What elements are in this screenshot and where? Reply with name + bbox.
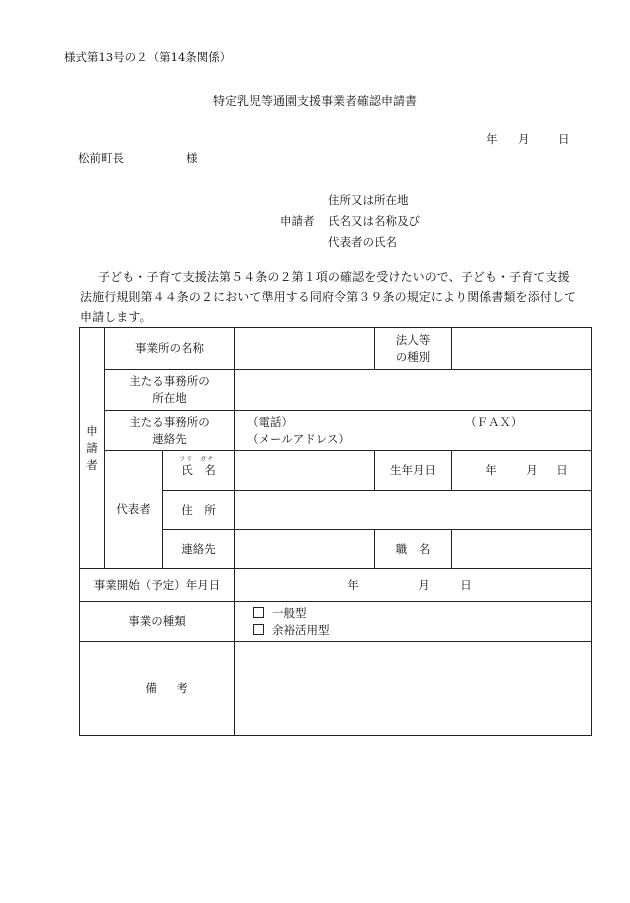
phone-label: （電話） [247, 414, 293, 429]
checkbox-icon[interactable] [253, 624, 264, 635]
position-label: 職 名 [375, 530, 452, 569]
birth-date-field[interactable]: 年 月 日 [452, 451, 592, 491]
representative-label: 代表者 [105, 451, 163, 569]
applicant-side-label: 申 請 者 [80, 328, 105, 569]
body-text: 子ども・子育て支援法第５４条の２第１項の確認を受けたいので、子ども・子育て支援法施行規則第４４条の２において準用する同府令第３９条の規定により関係書類を添付して申請します。 [80, 270, 577, 324]
business-type-field [235, 602, 592, 642]
fax-label: （ＦＡＸ） [465, 414, 523, 429]
date-year: 年 [486, 132, 498, 146]
remarks-field[interactable] [235, 642, 592, 736]
applicant-rep-label: 代表者の氏名 [328, 235, 397, 249]
applicant-address-label: 住所又は所在地 [328, 193, 409, 207]
corp-type-field[interactable] [452, 328, 592, 370]
main-office-address-field[interactable] [235, 370, 592, 411]
start-date-field[interactable]: 年 月 日 [235, 569, 592, 602]
main-office-contact-field[interactable] [235, 411, 592, 451]
addressee [78, 150, 198, 166]
form-number: 様式第13号の２（第14条関係） [64, 50, 232, 64]
name-field[interactable] [235, 451, 375, 491]
document-title: 特定乳児等通園支援事業者確認申請書 [212, 94, 417, 108]
option-surplus[interactable]: 余裕活用型 [253, 622, 587, 639]
checkbox-icon[interactable] [253, 607, 264, 618]
facility-name-label: 事業所の名称 [105, 328, 235, 370]
contact-field[interactable] [235, 530, 375, 569]
birth-date-label: 生年月日 [375, 451, 452, 491]
main-office-contact-label: 主たる事務所の 連絡先 [105, 411, 235, 451]
position-field[interactable] [452, 530, 592, 569]
addressee-name: 松前町長 [78, 151, 124, 165]
applicant-label: 申請者 [280, 214, 315, 228]
email-label: （メールアドレス） [247, 431, 350, 446]
main-office-address-label: 主たる事務所の 所在地 [105, 370, 235, 411]
applicant-name-label: 氏名又は名称及び [328, 214, 420, 228]
corp-type-label: 法人等 の種別 [375, 328, 452, 370]
date-day: 日 [558, 132, 570, 146]
start-date-label: 事業開始（予定）年月日 [80, 569, 235, 602]
option-general[interactable]: 一般型 [253, 605, 587, 622]
contact-label: 連絡先 [163, 530, 235, 569]
address-label: 住 所 [163, 491, 235, 530]
business-type-label: 事業の種類 [80, 602, 235, 642]
applicant-block [280, 190, 420, 253]
name-label: フリ ガナ 氏 名 [163, 451, 235, 491]
date-month: 月 [518, 132, 530, 146]
addressee-honorific: 様 [186, 151, 198, 165]
remarks-label: 備 考 [80, 642, 235, 736]
facility-name-field[interactable] [235, 328, 375, 370]
date-line [486, 131, 570, 147]
application-table [79, 327, 592, 736]
address-field[interactable] [235, 491, 592, 530]
